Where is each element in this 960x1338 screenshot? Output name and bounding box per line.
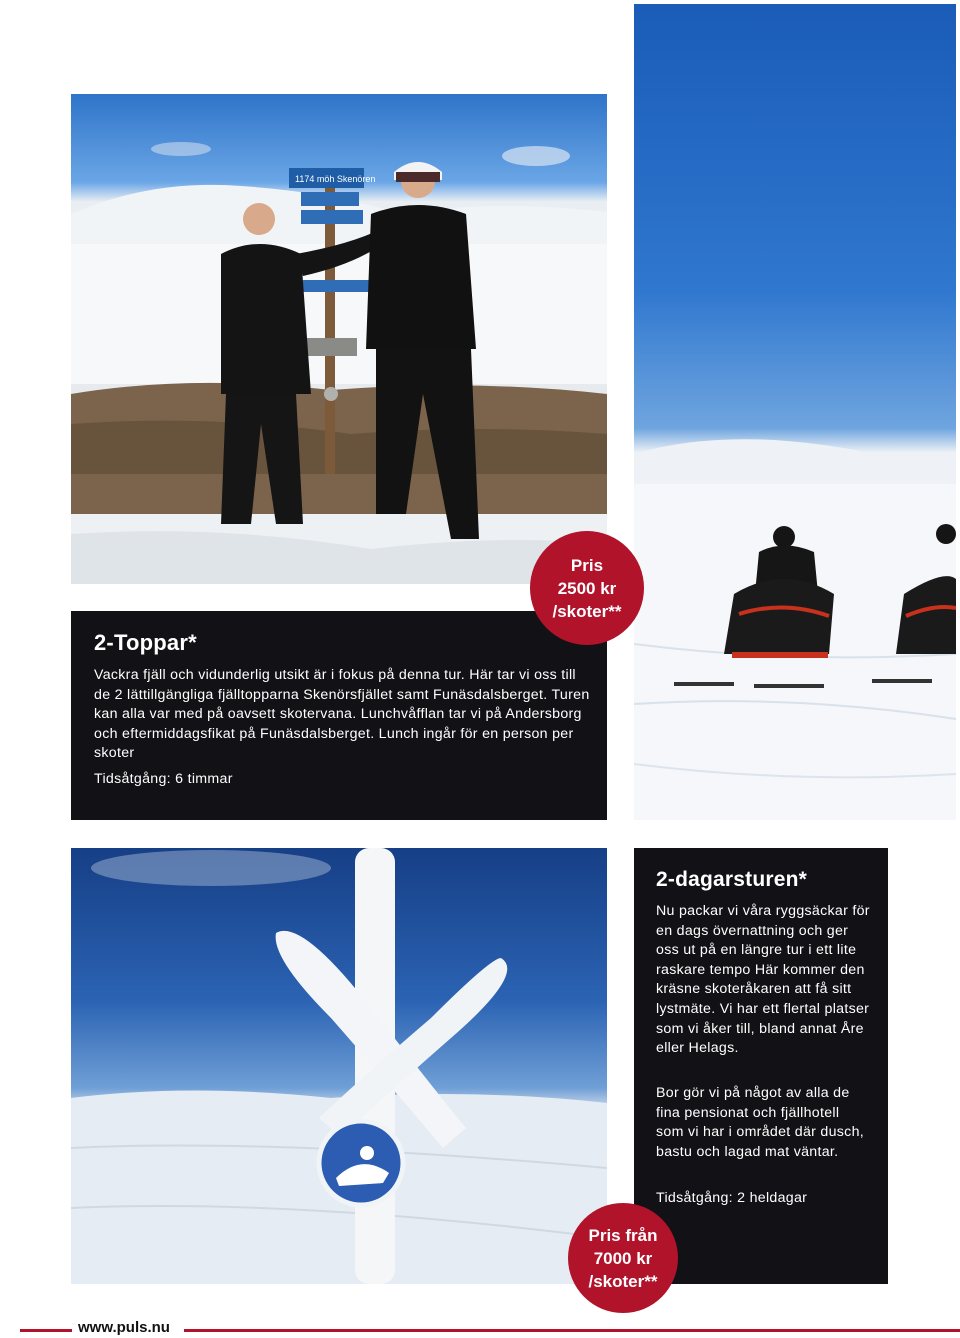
photo-snowmobiles: [634, 4, 956, 820]
price-unit: /skoter**: [552, 601, 622, 621]
tour-title: 2-Toppar*: [94, 630, 197, 655]
tour-title: 2-dagarsturen*: [656, 868, 808, 891]
tour-accommodation-text: Bor gör vi på något av alla de fina pensionat och fjällhotell som vi har i området där dusch, bastu och lagad mat väntar.: [656, 1085, 865, 1160]
tour-info-box-2-dagarsturen: [634, 848, 888, 1284]
photo-frosted-trail-sign: [71, 848, 607, 1284]
price-amount: 7000 kr: [593, 1248, 653, 1268]
tour-info-box-2-toppar: [71, 611, 607, 820]
photo-two-men-at-signpost: [71, 94, 607, 584]
tour-description: Nu packar vi våra ryggsäckar för en dags övernattning och ger oss ut på en längre tur i ett lite raskare tempo Här kommer den kräsne skoteråkaren att få sitt lystmäte. Vi har ett flertal platser som vi åker till, bland annat Åre eller Helags.: [656, 903, 870, 1057]
price-badge-2-dagarsturen: [568, 1203, 678, 1313]
price-badge-2-toppar: [530, 531, 644, 645]
price-amount: 2500 kr: [557, 578, 617, 598]
price-unit: /skoter**: [588, 1271, 658, 1291]
footer-website-link[interactable]: www.puls.nu: [78, 1319, 170, 1336]
footer-divider-right: [184, 1329, 960, 1332]
sign-text: 1174 möh Skenören: [295, 174, 376, 184]
tour-duration: Tidsåtgång: 2 heldagar: [656, 1190, 808, 1206]
tour-description: Vackra fjäll och vidunderlig utsikt är i fokus på denna tur. Här tar vi oss till de 2 lättillgängliga fjälltopparna Skenörsfjället samt Funäsdalsberget. Turen kan alla var med på oavsett skotervana. Lunchvåfflan tar vi på Andersborg och eftermiddagsfikat på Funäsdalsberget. Lunch ingår för en person per skoter: [94, 667, 590, 762]
footer-divider-left: [20, 1329, 72, 1332]
price-label: Pris: [570, 555, 604, 575]
price-label: Pris från: [588, 1225, 658, 1245]
tour-duration: Tidsåtgång: 6 timmar: [94, 771, 233, 787]
